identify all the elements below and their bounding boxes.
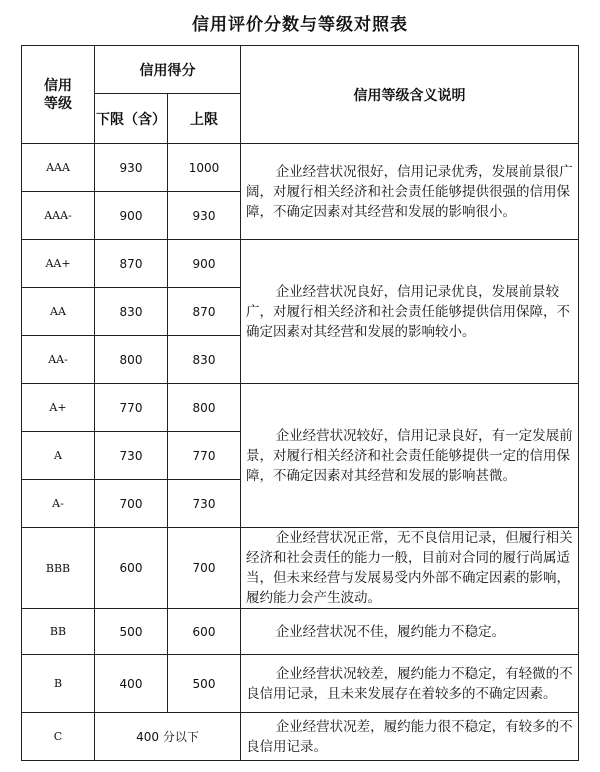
- description-text: 企业经营状况较好，信用记录良好，有一定发展前景，对履行相关经济和社会责任能够提供一定的信用保障，不确定因素对其经营和发展的影响甚微。: [246, 427, 573, 484]
- table-row: [22, 144, 579, 192]
- lower-cell: 500: [95, 609, 168, 655]
- grade-cell: AAA: [22, 144, 95, 192]
- table-row: [22, 713, 579, 761]
- grade-cell: AAA-: [22, 192, 95, 240]
- upper-cell: 800: [168, 384, 241, 432]
- description-cell: [241, 384, 579, 528]
- description-cell: [241, 713, 579, 761]
- lower-cell: 730: [95, 432, 168, 480]
- lower-cell: 770: [95, 384, 168, 432]
- page-title: 信用评价分数与等级对照表: [192, 15, 408, 35]
- description-text: 企业经营状况正常，无不良信用记录，但履行相关经济和社会责任的能力一般，目前对合同的履行尚属适当，但未来经营与发展易受内外部不确定因素的影响，履约能力会产生波动。: [246, 530, 573, 606]
- upper-cell: 600: [168, 609, 241, 655]
- score-range-cell: 400 分以下: [95, 713, 241, 761]
- lower-cell: 930: [95, 144, 168, 192]
- description-text: 企业经营状况很好，信用记录优秀，发展前景很广阔，对履行相关经济和社会责任能够提供很强的信用保障，不确定因素对其经营和发展的影响很小。: [246, 163, 573, 220]
- description-text: 企业经营状况良好，信用记录优良，发展前景较广，对履行相关经济和社会责任能够提供信用保障，不确定因素对其经营和发展的影响较小。: [246, 283, 570, 340]
- table-row: [22, 384, 579, 432]
- lower-cell: 800: [95, 336, 168, 384]
- grade-cell: AA-: [22, 336, 95, 384]
- header-grade-line1: 信用: [44, 77, 72, 94]
- header-score: 信用得分: [95, 46, 241, 94]
- table-row: [22, 240, 579, 288]
- upper-cell: 500: [168, 655, 241, 713]
- upper-cell: 830: [168, 336, 241, 384]
- header-meaning: 信用等级含义说明: [241, 46, 579, 144]
- lower-cell: 600: [95, 528, 168, 609]
- grade-cell: A: [22, 432, 95, 480]
- grade-cell: BBB: [22, 528, 95, 609]
- description-text: 企业经营状况不佳，履约能力不稳定。: [275, 623, 506, 640]
- header-upper: 上限: [168, 94, 241, 144]
- lower-cell: 400: [95, 655, 168, 713]
- upper-cell: 900: [168, 240, 241, 288]
- upper-cell: 770: [168, 432, 241, 480]
- lower-cell: 900: [95, 192, 168, 240]
- lower-cell: 830: [95, 288, 168, 336]
- grade-cell: A+: [22, 384, 95, 432]
- upper-cell: 730: [168, 480, 241, 528]
- grade-cell: BB: [22, 609, 95, 655]
- header-grade-line2: 等级: [44, 95, 72, 112]
- grade-cell: B: [22, 655, 95, 713]
- table-row: [22, 609, 579, 655]
- grade-cell: C: [22, 713, 95, 761]
- lower-cell: 700: [95, 480, 168, 528]
- upper-cell: 870: [168, 288, 241, 336]
- description-cell: [241, 528, 579, 609]
- grade-cell: AA+: [22, 240, 95, 288]
- table-row: [22, 528, 579, 609]
- description-cell: [241, 609, 579, 655]
- table-row: [22, 655, 579, 713]
- upper-cell: 1000: [168, 144, 241, 192]
- description-cell: [241, 240, 579, 384]
- description-cell: [241, 144, 579, 240]
- credit-rating-table: [21, 45, 579, 761]
- header-lower: 下限（含）: [95, 94, 168, 144]
- header-grade: [22, 46, 95, 144]
- lower-cell: 870: [95, 240, 168, 288]
- grade-cell: A-: [22, 480, 95, 528]
- description-cell: [241, 655, 579, 713]
- description-text: 企业经营状况较差，履约能力不稳定，有轻微的不良信用记录，且未来发展存在着较多的不确定因素。: [246, 665, 573, 702]
- description-text: 企业经营状况差，履约能力很不稳定，有较多的不良信用记录。: [246, 718, 573, 755]
- upper-cell: 700: [168, 528, 241, 609]
- grade-cell: AA: [22, 288, 95, 336]
- upper-cell: 930: [168, 192, 241, 240]
